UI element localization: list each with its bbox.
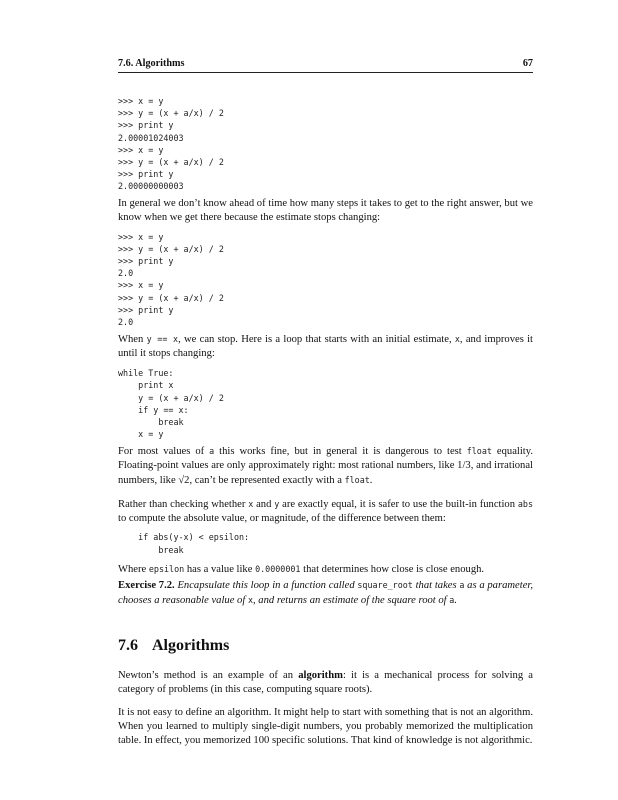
code-line: >>> x = y bbox=[118, 231, 164, 242]
code-block-1 bbox=[118, 95, 533, 193]
code-line: >>> y = (x + a/x) / 2 bbox=[118, 157, 224, 168]
code-line: y = (x + a/x) / 2 bbox=[118, 392, 224, 403]
paragraph-4: Rather than checking whether x and y are exactly equal, it is safer to use the built-in function abs to compute the absolute value, or magnitude, of the difference between them: bbox=[118, 499, 533, 525]
code-line: >>> x = y bbox=[118, 280, 164, 291]
code-line: >>> print y bbox=[118, 256, 174, 267]
section-heading: 7.6 Algorithms bbox=[118, 636, 230, 654]
code-line: x = y bbox=[118, 429, 164, 440]
code-line: while True: bbox=[118, 368, 174, 379]
code-line: break bbox=[118, 544, 184, 555]
code-line: >>> print y bbox=[118, 304, 174, 315]
header-section-title: 7.6. Algorithms bbox=[118, 58, 185, 69]
code-line: print x bbox=[118, 380, 174, 391]
paragraph-6: Newton’s method is an example of an algorithm: it is a mechanical process for solving a category of problems (in this case, computing square roots). bbox=[118, 669, 533, 695]
page-number: 67 bbox=[522, 58, 533, 69]
code-line: 2.0 bbox=[118, 268, 134, 279]
code-block-3 bbox=[118, 367, 533, 440]
code-block-4 bbox=[118, 531, 533, 555]
code-line: if abs(y-x) < epsilon: bbox=[118, 532, 250, 543]
code-line: >>> print y bbox=[118, 120, 174, 131]
code-line: >>> y = (x + a/x) / 2 bbox=[118, 243, 224, 254]
paragraph-3: For most values of a this works fine, but in general it is dangerous to test float equality. Floating-point values are only approximately right: most rational numbers, like 1/3, and irrational numbers, like √2, can’t be represented exactly with a float. bbox=[118, 446, 533, 487]
code-line: if y == x: bbox=[118, 404, 189, 415]
code-line: >>> y = (x + a/x) / 2 bbox=[118, 292, 224, 303]
paragraph-7: It is not easy to define an algorithm. It might help to start with something that is not an algorithm. When you learned to multiply single-digit numbers, you probably memorized the multiplication table. In effect, you memorized 100 specific solutions. That kind of knowledge is not algorithmic. bbox=[118, 706, 533, 746]
code-line: 2.00001024003 bbox=[118, 132, 184, 143]
code-line: break bbox=[118, 417, 184, 428]
code-line: >>> x = y bbox=[118, 96, 164, 106]
paragraph-2: When y == x, we can stop. Here is a loop that starts with an initial estimate, x, and improves it until it stops changing: bbox=[118, 334, 534, 360]
running-header bbox=[118, 58, 533, 73]
code-block-2 bbox=[118, 231, 533, 329]
code-line: 2.0 bbox=[118, 317, 134, 328]
exercise-7-2: Exercise 7.2. Encapsulate this loop in a function called square_root that takes a as a parameter, chooses a reasonable value of x, and returns an estimate of the square root of a. bbox=[118, 579, 533, 606]
code-line: >>> y = (x + a/x) / 2 bbox=[118, 108, 224, 119]
code-line: >>> x = y bbox=[118, 144, 164, 155]
paragraph-1: In general we don’t know ahead of time how many steps it takes to get to the right answer, but we know when we get there because the estimate stops changing: bbox=[118, 197, 533, 223]
page-content bbox=[118, 58, 533, 748]
paragraph-5: Where epsilon has a value like 0.0000001 that determines how close is close enough. bbox=[118, 563, 485, 575]
code-line: >>> print y bbox=[118, 169, 174, 180]
code-line: 2.00000000003 bbox=[118, 181, 184, 192]
